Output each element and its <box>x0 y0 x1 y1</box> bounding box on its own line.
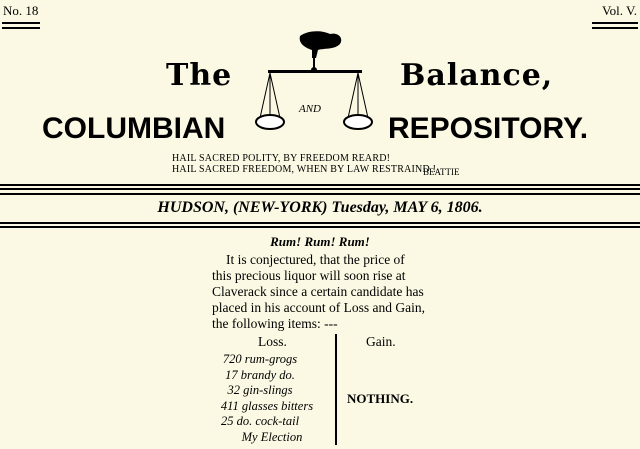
article-title: Rum! Rum! Rum! <box>270 234 370 249</box>
motto-line-1: HAIL SACRED POLITY, BY FREEDOM REARD! <box>172 153 391 164</box>
article-line-3: Claverack since a certain candidate has <box>212 284 424 299</box>
issue-number: No. 18 <box>3 3 39 18</box>
masthead-rule-2 <box>0 188 640 190</box>
article-line-5: the following items: --- <box>212 316 338 331</box>
column-divider <box>335 334 337 445</box>
masthead-title-balance: Balance, <box>400 58 554 93</box>
masthead-subtitle-repository: REPOSITORY. <box>388 112 589 145</box>
top-left-rule-2 <box>2 27 40 29</box>
gain-header: Gain. <box>366 334 396 349</box>
dateline-rule-2 <box>0 226 640 228</box>
loss-item: 720 rum-grogs <box>222 352 298 366</box>
loss-item: 17 brandy do. <box>225 368 295 382</box>
dateline-rule-1 <box>0 222 640 224</box>
loss-item: 25 do. cock-tail <box>220 414 300 428</box>
loss-item: 32 gin-slings <box>227 383 293 397</box>
dateline: HUDSON, (NEW-YORK) Tuesday, MAY 6, 1806. <box>157 199 483 216</box>
masthead-rule-3 <box>0 193 640 195</box>
masthead-and: AND <box>299 103 321 115</box>
article-line-2: this precious liquor will soon rise at <box>212 268 406 283</box>
masthead-title-the: The <box>166 58 233 93</box>
masthead-rule-1 <box>0 184 640 186</box>
masthead-subtitle-columbian: COLUMBIAN <box>42 112 226 145</box>
volume-number: Vol. V. <box>601 3 637 18</box>
balance-scale-icon <box>250 28 380 148</box>
loss-item: 411 glasses bitters <box>220 399 314 413</box>
loss-header: Loss. <box>258 334 287 349</box>
loss-item: My Election <box>241 430 303 444</box>
motto-line-2: HAIL SACRED FREEDOM, WHEN BY LAW RESTRAIND ! <box>172 164 437 175</box>
top-right-rule-2 <box>592 27 638 29</box>
gain-value: NOTHING. <box>347 391 414 406</box>
article-line-1: It is conjectured, that the price of <box>226 252 405 267</box>
article-line-4: placed in his account of Loss and Gain, <box>212 300 425 315</box>
top-left-rule-1 <box>2 22 40 24</box>
motto-attribution: BEATTIE <box>423 167 460 177</box>
top-right-rule-1 <box>592 22 638 24</box>
